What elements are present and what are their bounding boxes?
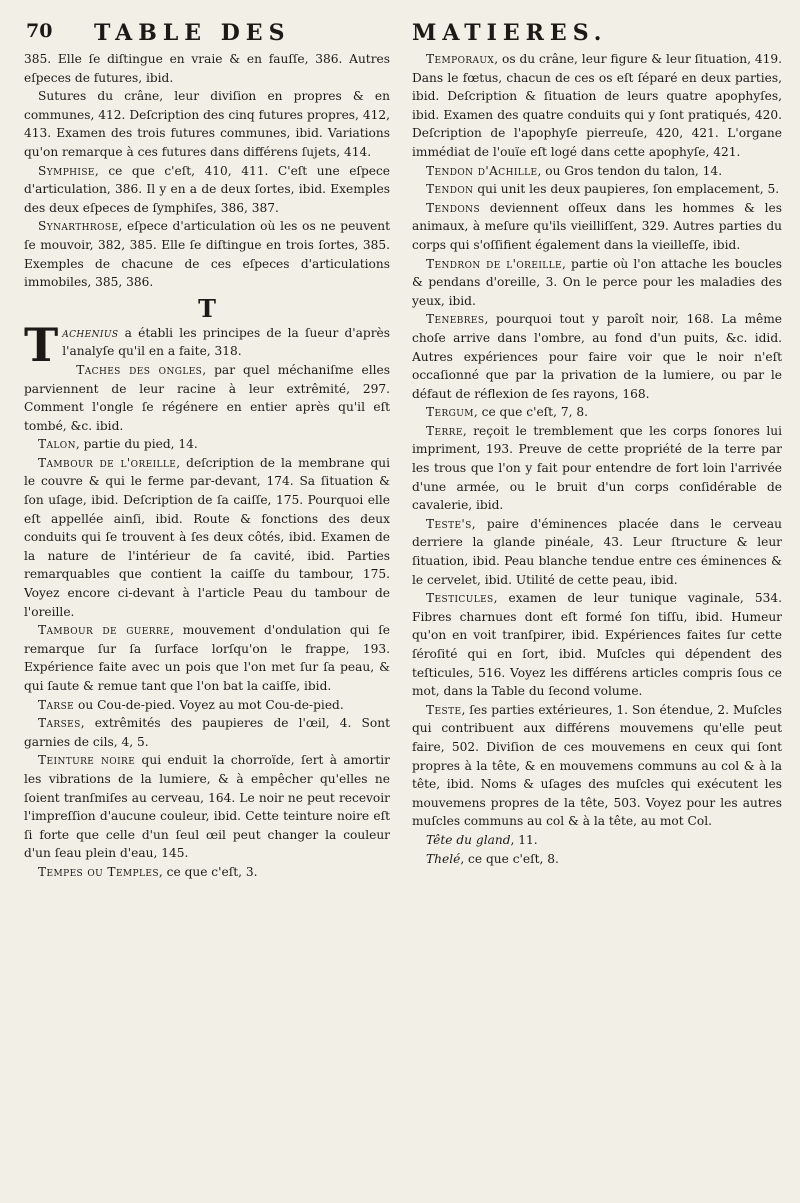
entry-text: , extrêmités des paupieres de l'œil, 4. Sont garnies de cils, 4, 5.: [24, 716, 390, 749]
entry-text: , mouvement d'ondulation qui ſe remarque ſur ſa ſurface lorſqu'on le frappe, 193. Expérience faite avec un pois que l'on met ſur ſa peau, & qui ſaute & remue tant que l'on bat la caiſſe, ibid.: [24, 623, 390, 693]
entry-text: ou Cou-de-pied. Voyez au mot Cou-de-pied.: [74, 697, 344, 712]
entry-text: , pourquoi tout y paroît noir, 168. La même choſe arrive dans l'ombre, au fond d'un puits, &c. idid. Autres expériences pour faire voir que le noir n'eſt occaſionné que par la privation de la lumiere, ou par le défaut de réflexion de ſes rayons, 168.: [412, 312, 782, 401]
entry-text: , ou Gros tendon du talon, 14.: [537, 163, 723, 178]
entry-text: , ce que c'eſt, 3.: [158, 864, 258, 879]
index-entry: [24, 714, 390, 751]
left-column: [24, 50, 390, 1190]
entry-text: , par quel méchaniſme elles parviennent de leur racine à leur extrêmité, 297. Comment l'ongle ſe régénere en entier après qu'il eſt tombé, &c. ibid.: [24, 362, 390, 433]
index-entry: [24, 454, 390, 621]
entry-text: a établi les principes de la ſueur d'après l'analyſe qu'il en a faite, 318.: [62, 325, 390, 359]
index-entry: [24, 50, 390, 87]
entry-headword: Tempes ou Temples: [38, 864, 159, 879]
entry-text: qui unit les deux paupieres, ſon emplacement, 5.: [473, 182, 780, 197]
entry-headword: Tendon d'Achille: [426, 163, 538, 178]
entry-headword: Talon: [38, 437, 76, 452]
entry-text: , os du crâne, leur figure & leur ſituation, 419. Dans le fœtus, chacun de ces os eſt ſéparé en deux parties, ibid. Deſcription & ſituation de leurs quatre apophyſes, ibid. Examen des quatre conduits qui y ſont pratiqués, 420. Deſcription de l'apophyſe pierreuſe, 420, 421. L'organe immédiat de l'ouïe eſt logé dans cette apophyſe, 421.: [412, 52, 782, 159]
drop-cap: T: [24, 317, 59, 372]
entry-headword: Temporaux: [426, 52, 495, 66]
entry-text: , partie du pied, 14.: [75, 437, 198, 452]
index-entry: [412, 422, 782, 515]
entry-headword: Tambour de guerre: [38, 623, 171, 638]
index-entry: [412, 199, 782, 255]
index-entry: [412, 831, 782, 850]
entry-headword: Thelé: [426, 851, 461, 866]
index-entry: [412, 162, 782, 181]
index-entry: [412, 310, 782, 403]
entry-headword: Tambour de l'oreille: [38, 455, 177, 470]
index-entry: [412, 701, 782, 831]
entry-text: Sutures du crâne, leur diviſion en propres & en communes, 412. Deſcription des cinq futures propres, 412, 413. Examen des trois futures communes, ibid. Variations qu'on remarque à ces futures dans différens ſujets, 414.: [24, 89, 390, 159]
entry-text: deviennent oſſeux dans les hommes & les animaux, à meſure qu'ils vieilliſſent, 329. Autres parties du corps qui s'oſſifient également dans la vieilleſſe, ibid.: [412, 200, 782, 252]
running-head-left: TABLE DES: [94, 20, 291, 46]
entry-text: , ce que c'eſt, 410, 411. C'eſt une eſpece d'articulation, 386. Il y en a de deux ſortes, ibid. Exemples des deux eſpeces de ſymphiſes, 386, 387.: [24, 163, 390, 215]
index-entry: [412, 403, 782, 422]
index-entry: [24, 435, 390, 454]
entry-text: , deſcription de la membrane qui le couvre & qui le ferme par-devant, 174. Sa ſituation & ſon uſage, ibid. Deſcription de ſa caiſſe, 175. Pourquoi elle eſt appellée ainſi, ibid. Route & fonctions des deux conduits qui ſe trouvent à ſes deux côtés, ibid. Examen de la nature de l'intérieur de ſa cavité, ibid. Parties remarquables que contient la caiſſe du tambour, 175. Voyez encore ci-devant à l'article Peau du tambour de l'oreille.: [24, 455, 390, 619]
entry-headword: Symphise: [38, 163, 95, 178]
index-entry: [412, 255, 782, 311]
entry-headword: Tarse: [38, 697, 75, 712]
entry-text: , examen de leur tunique vaginale, 534. Fibres charnues dont eſt formé ſon tiſſu, ibid. Humeur qu'on en voit tranſpirer, ibid. Expériences faites ſur cette ſéroſité qui en ſort, ibid. Muſcles qui dépendent des teſticules, 516. Voyez les différens articles compris ſous ce mot, dans la Table du ſecond volume.: [412, 591, 782, 699]
entry-text: , eſpece d'articulation où les os ne peuvent ſe mouvoir, 382, 385. Elle ſe diſtingue en trois ſortes, 385. Exemples de chacune de ces eſpeces d'articulations immobiles, 385, 386.: [24, 219, 390, 290]
entry-headword: Testicules: [426, 591, 494, 606]
index-entry: [24, 751, 390, 863]
index-entry: [24, 361, 390, 435]
entry-text: qui enduit la chorroïde, ſert à amortir les vibrations de la lumiere, & à empêcher qu'elles ne ſoient tranſmiſes au cerveau, 164. Le noir ne peut recevoir l'impreſſion d'aucune couleur, ibid. Cette teinture noire eſt ſi forte que celle d'un ſeul œil peut changer la couleur d'un ſeau plein d'eau, 145.: [24, 753, 390, 861]
entry-text: , ſes parties extérieures, 1. Son étendue, 2. Muſcles qui contribuent aux différens mouvemens qu'elle peut faire, 502. Diviſion de ces mouvemens en ceux qui ſont propres à la tête, & en mouvemens communs au col & à la tête, ibid. Noms & uſages des muſcles qui exécutent les mouvemens propres de la tête, 503. Voyez pour les autres muſcles communs au col & à la tête, au mot Col.: [412, 702, 782, 829]
running-head-right: MATIERES.: [412, 20, 608, 46]
entry-headword: Teinture noire: [38, 753, 136, 768]
index-entry: [24, 621, 390, 695]
index-entry: [412, 589, 782, 701]
entry-headword: Terre: [426, 423, 463, 438]
entry-headword: Tête du gland: [426, 832, 511, 847]
entry-text: 385. Elle ſe diſtingue en vraie & en fauſſe, 386. Autres eſpeces de futures, ibid.: [24, 52, 390, 85]
section-letter: T: [198, 293, 216, 323]
page-number: 70: [26, 20, 53, 42]
entry-headword: Taches des ongles: [76, 362, 203, 377]
entry-text: , ce que c'eſt, 7, 8.: [473, 405, 588, 420]
index-entry: [24, 217, 390, 291]
entry-headword: achenius: [62, 325, 119, 340]
index-entry: [412, 850, 782, 869]
entry-text: , partie où l'on attache les boucles & pendans d'oreille, 3. On le perce pour les maladies des yeux, ibid.: [412, 256, 782, 308]
entry-headword: Tenebres: [426, 312, 485, 327]
index-entry: [412, 180, 782, 199]
entry-text: , ce que c'eſt, 8.: [460, 851, 559, 866]
entry-headword: Tergum: [426, 405, 474, 420]
entry-headword: Tendons: [426, 200, 481, 215]
index-entry: [24, 863, 390, 882]
page-header: [0, 20, 800, 50]
entry-text: , paire d'éminences placée dans le cerveau derriere la glande pinéale, 43. Leur ſtructure & leur ſituation, ibid. Peau blanche tendue entre ces éminences & le cervelet, ibid. Utilité de cette peau, ibid.: [412, 516, 782, 587]
index-entry: [412, 50, 782, 162]
entry-text: , reçoit le tremblement que les corps ſonores lui impriment, 193. Preuve de cette propriété de la terre par les trous que l'on y fait pour entendre de fort loin l'arrivée d'une armée, ou le bruit d'un corps conſidérable de cavalerie, ibid.: [412, 423, 782, 513]
index-entry: [24, 162, 390, 218]
entry-headword: Tendon: [426, 182, 474, 197]
index-entry: [412, 515, 782, 589]
entry-headword: Teste: [426, 702, 462, 717]
entry-headword: Synarthrose: [38, 219, 119, 234]
entry-headword: Teste's: [426, 516, 472, 531]
right-column: [412, 50, 782, 1190]
entry-text: , 11.: [510, 832, 538, 847]
index-entry: [24, 696, 390, 715]
entry-headword: Tendron de l'oreille: [426, 256, 563, 271]
entry-headword: Tarses: [38, 716, 81, 731]
index-entry: [24, 87, 390, 161]
